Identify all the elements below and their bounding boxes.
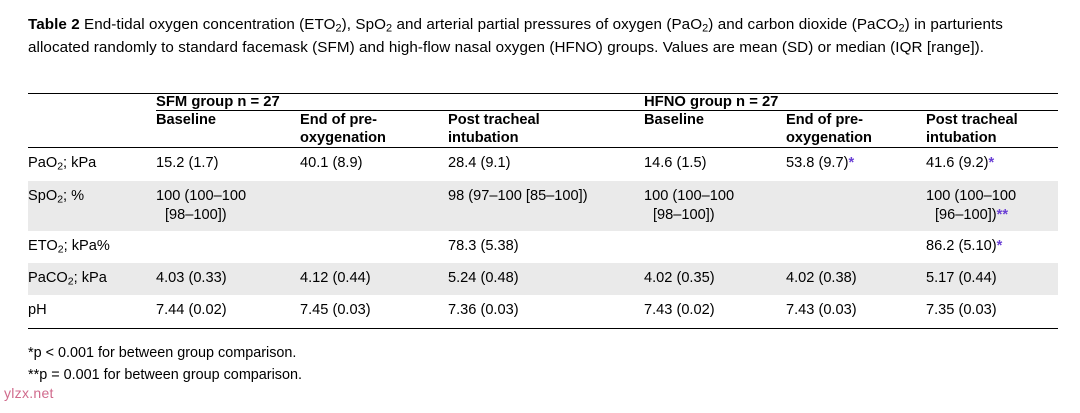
cell-text-line2: [98–100]) bbox=[165, 206, 227, 223]
row-label-sub: 2 bbox=[57, 243, 64, 256]
cell-value bbox=[300, 181, 448, 231]
row-label-post: ; kPa bbox=[73, 269, 107, 286]
cell-text-line2: [96–100]) bbox=[935, 206, 997, 223]
caption-text-1: End-tidal oxygen concentration (ETO bbox=[84, 16, 336, 33]
row-label bbox=[28, 181, 156, 231]
row-label bbox=[28, 231, 156, 263]
cell-value bbox=[300, 263, 448, 295]
cell-value bbox=[156, 181, 300, 231]
significance-marker: ** bbox=[996, 206, 1009, 223]
group-header-hfno-span-3 bbox=[926, 94, 1058, 111]
caption-text-5: ) in parturients allocated randomly to standard facemask (SFM) and high-flow nasal oxygen (HFNO) groups. Values are mean (SD) or median (IQR [range]). bbox=[28, 16, 1003, 57]
column-header-hfno-post-intubation bbox=[926, 111, 1058, 148]
table-row bbox=[28, 231, 1058, 263]
row-label-pre: ETO bbox=[28, 237, 58, 254]
cell-text: 5.17 (0.44) bbox=[926, 269, 997, 286]
cell-value bbox=[644, 231, 786, 263]
cell-text: 15.2 (1.7) bbox=[156, 155, 219, 172]
column-header-sfm-baseline: Baseline bbox=[156, 112, 217, 128]
caption-text-2: ), SpO bbox=[341, 16, 386, 33]
column-header-hfno-post-intubation-line1: Post tracheal bbox=[926, 112, 1018, 128]
footnote-2: **p = 0.001 for between group comparison. bbox=[28, 366, 302, 383]
cell-value bbox=[156, 295, 300, 328]
significance-marker: * bbox=[848, 155, 855, 172]
group-header-sfm-span-3 bbox=[448, 94, 644, 111]
bottom-rule-seg-6 bbox=[926, 328, 1058, 329]
cell-value bbox=[926, 181, 1058, 231]
cell-text: 100 (100–100 bbox=[644, 187, 735, 204]
group-header-row bbox=[28, 94, 1058, 111]
caption-sub-2: 2 bbox=[385, 22, 393, 35]
row-label-sub: 2 bbox=[57, 193, 64, 206]
significance-marker: * bbox=[988, 155, 995, 172]
results-table-container bbox=[28, 93, 1058, 329]
row-label-post: ; kPa bbox=[63, 155, 97, 172]
row-label bbox=[28, 263, 156, 295]
cell-value bbox=[300, 295, 448, 328]
cell-text: 7.36 (0.03) bbox=[448, 302, 519, 319]
cell-value bbox=[300, 148, 448, 181]
cell-text: 7.45 (0.03) bbox=[300, 302, 371, 319]
cell-text: 53.8 (9.7) bbox=[786, 155, 849, 172]
cell-text: 14.6 (1.5) bbox=[644, 155, 707, 172]
cell-value bbox=[300, 231, 448, 263]
cell-text: 28.4 (9.1) bbox=[448, 155, 511, 172]
cell-value bbox=[448, 263, 644, 295]
column-header-hfno-end-preox bbox=[786, 111, 926, 148]
group-header-hfno: HFNO group n = 27 bbox=[644, 94, 786, 111]
group-header-sfm-span-2 bbox=[300, 94, 448, 111]
cell-value bbox=[644, 295, 786, 328]
table-row bbox=[28, 263, 1058, 295]
bottom-rule-seg-1 bbox=[156, 328, 300, 329]
bottom-rule-seg-2 bbox=[300, 328, 448, 329]
column-header-variable bbox=[28, 111, 156, 148]
cell-text: 100 (100–100 bbox=[156, 187, 247, 204]
cell-value bbox=[156, 148, 300, 181]
cell-value bbox=[926, 263, 1058, 295]
cell-text: 4.12 (0.44) bbox=[300, 269, 371, 286]
column-header-sfm-end-preox-line1: End of pre- bbox=[300, 112, 378, 128]
bottom-rule-seg-5 bbox=[786, 328, 926, 329]
cell-value bbox=[644, 148, 786, 181]
cell-text: 4.03 (0.33) bbox=[156, 269, 227, 286]
column-header-sfm-end-preox bbox=[300, 111, 448, 148]
column-header-row bbox=[28, 111, 1058, 148]
row-label-post: ; kPa% bbox=[63, 237, 110, 254]
cell-value bbox=[448, 231, 644, 263]
cell-text: 7.43 (0.02) bbox=[644, 302, 715, 319]
table-row bbox=[28, 148, 1058, 181]
watermark: ylzx.net bbox=[4, 385, 54, 401]
cell-value bbox=[448, 295, 644, 328]
column-header-sfm-post-intubation-line1: Post tracheal bbox=[448, 112, 540, 128]
bottom-rule-seg-3 bbox=[448, 328, 644, 329]
cell-value bbox=[156, 263, 300, 295]
cell-value bbox=[786, 295, 926, 328]
row-label-pre: PaCO bbox=[28, 269, 68, 286]
row-label-pre: PaO bbox=[28, 155, 58, 172]
cell-value bbox=[786, 181, 926, 231]
cell-value bbox=[644, 263, 786, 295]
caption-text-4: ) and carbon dioxide (PaCO bbox=[708, 16, 899, 33]
row-label-pre: SpO bbox=[28, 187, 58, 204]
cell-text: 41.6 (9.2) bbox=[926, 155, 989, 172]
table-row bbox=[28, 181, 1058, 231]
bottom-rule-seg-0 bbox=[28, 328, 156, 329]
cell-value bbox=[156, 231, 300, 263]
table-number: Table 2 bbox=[28, 16, 80, 33]
column-header-hfno-post-intubation-line2: intubation bbox=[926, 130, 997, 147]
cell-value bbox=[786, 263, 926, 295]
cell-text: 5.24 (0.48) bbox=[448, 269, 519, 286]
column-header-hfno-end-preox-line2: oxygenation bbox=[786, 130, 872, 147]
table-bottom-rule bbox=[28, 328, 1058, 329]
cell-value bbox=[448, 181, 644, 231]
column-header-hfno-baseline: Baseline bbox=[644, 112, 705, 128]
table-caption bbox=[28, 14, 1058, 59]
group-header-hfno-span-2 bbox=[786, 94, 926, 111]
cell-value bbox=[926, 148, 1058, 181]
row-label-post: ; % bbox=[63, 187, 85, 204]
column-header-sfm-end-preox-line2: oxygenation bbox=[300, 130, 386, 147]
cell-text: 4.02 (0.38) bbox=[786, 269, 857, 286]
cell-value bbox=[926, 295, 1058, 328]
significance-marker: * bbox=[996, 237, 1003, 254]
cell-value bbox=[448, 148, 644, 181]
table-row bbox=[28, 295, 1058, 328]
cell-text: 4.02 (0.35) bbox=[644, 269, 715, 286]
caption-text-3: and arterial partial pressures of oxygen (PaO bbox=[392, 16, 703, 33]
group-header-blank bbox=[28, 94, 156, 111]
cell-text: 7.44 (0.02) bbox=[156, 302, 227, 319]
cell-text: 86.2 (5.10) bbox=[926, 237, 997, 254]
column-header-sfm-post-intubation-line2: intubation bbox=[448, 130, 519, 147]
cell-text: 100 (100–100 bbox=[926, 187, 1017, 204]
cell-value bbox=[786, 231, 926, 263]
row-label bbox=[28, 295, 156, 328]
group-header-sfm: SFM group n = 27 bbox=[156, 94, 300, 111]
row-label-sub: 2 bbox=[57, 161, 64, 174]
cell-text: 78.3 (5.38) bbox=[448, 237, 519, 254]
cell-value bbox=[644, 181, 786, 231]
caption-sub-4: 2 bbox=[898, 22, 905, 35]
cell-value bbox=[786, 148, 926, 181]
cell-text: 7.43 (0.03) bbox=[786, 302, 857, 319]
cell-text: 7.35 (0.03) bbox=[926, 302, 997, 319]
cell-value bbox=[926, 231, 1058, 263]
caption-sub-1: 2 bbox=[335, 22, 342, 35]
caption-sub-3: 2 bbox=[702, 22, 709, 35]
footnote-1: *p < 0.001 for between group comparison. bbox=[28, 345, 297, 361]
row-label-sub: 2 bbox=[67, 275, 74, 288]
cell-text-line2: [98–100]) bbox=[653, 206, 715, 223]
results-table bbox=[28, 93, 1058, 329]
table-footnotes bbox=[28, 343, 728, 386]
column-header-hfno-end-preox-line1: End of pre- bbox=[786, 112, 864, 128]
cell-text: 98 (97–100 [85–100]) bbox=[448, 187, 588, 204]
cell-text: 40.1 (8.9) bbox=[300, 155, 363, 172]
column-header-sfm-post-intubation bbox=[448, 111, 644, 148]
row-label bbox=[28, 148, 156, 181]
bottom-rule-seg-4 bbox=[644, 328, 786, 329]
row-label-pre: pH bbox=[28, 302, 47, 319]
